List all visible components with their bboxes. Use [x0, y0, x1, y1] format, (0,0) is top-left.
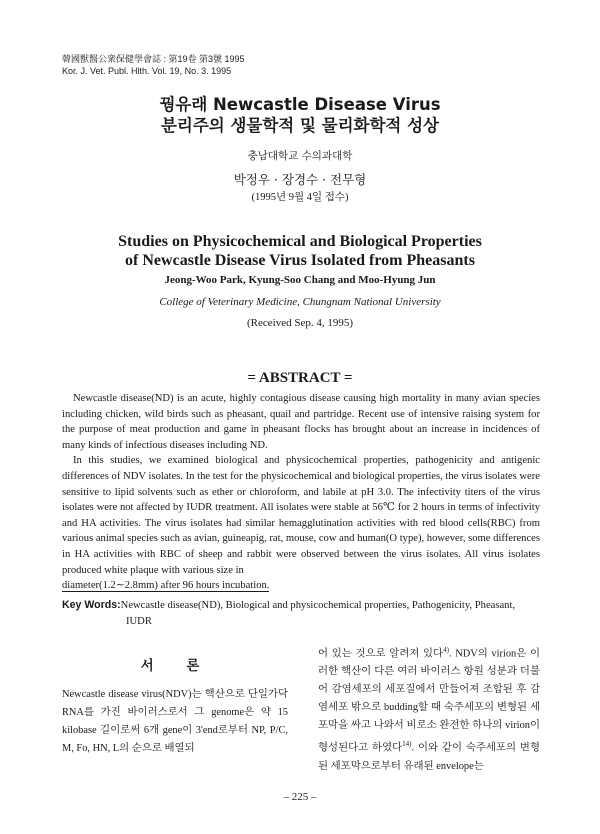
journal-line-english: Kor. J. Vet. Publ. Hlth. Vol. 19, No. 3. 1995 — [62, 66, 232, 76]
keywords-text: Newcastle disease(ND), Biological and physicochemical properties, Pathogenicity, Pheasant, IUDR — [120, 600, 516, 627]
abstract-paragraph-2-end — [62, 578, 540, 594]
intro-right-text — [318, 641, 540, 776]
abstract-paragraph-1: Newcastle disease(ND) is an acute, highly contagious disease causing high mortality in many avian species including chicken, wild birds such as pheasant, quail and partridge. Recent use of intensive raising system for the purpose of meat production and game in pheasant flocks has brought about an increase in incidences of many kinds of infectious diseases including ND. — [62, 393, 540, 451]
korean-title-line2: 분리주의 생물학적 및 물리화학적 성상 — [160, 116, 439, 135]
intro-right-text-b: . NDV의 virion은 이러한 핵산이 다른 여러 바이러스 항원 성분과 더불어 감염세포의 세포질에서 만들어져 조합된 후 감염세포 밖으로 budding할 때 숙주세포의 변형된 세포막을 싸고 나와서 비로소 완전한 하나의 virion이 형성된다고 하였다 — [318, 648, 540, 754]
abstract-last-line: diameter(1.2∼2.8mm) after 96 hours incubation. — [62, 580, 270, 592]
page-number: – 225 – — [283, 791, 317, 803]
intro-right-text-c: . 이와 같이 숙주세포의 변형된 세포막으로부터 유래된 envelope는 — [318, 742, 540, 772]
korean-authors: 박정우 · 장경수 · 전무형 — [233, 172, 367, 187]
korean-title-line1: 꿩유래 Newcastle Disease Virus — [159, 95, 441, 114]
keywords — [62, 598, 540, 629]
english-received-date: (Received Sep. 4, 1995) — [247, 317, 353, 329]
korean-received-date: (1995년 9월 4일 접수) — [251, 192, 349, 203]
keywords-label: Key Words: — [62, 599, 121, 611]
intro-heading: 서 론 — [140, 658, 214, 674]
intro-left-text: Newcastle disease virus(NDV)는 핵산으로 단일가닥 RNA를 가진 바이러스로서 그 genome은 약 15 kilobase 길이로써 6개 gene이 3'end로부터 NP, P/C, M, Fo, HN, L의 순으로 배열되 — [62, 689, 288, 754]
intro-right-column — [318, 641, 540, 776]
abstract-body — [62, 391, 540, 594]
journal-header — [62, 53, 245, 77]
journal-line-korean: 韓國獸醫公衆保健學會誌 : 第19卷 第3號 1995 — [62, 54, 245, 64]
english-title-line2: of Newcastle Disease Virus Isolated from Pheasants — [125, 252, 475, 269]
citation-ref-1: 4) — [443, 646, 449, 654]
abstract-paragraph-2: In this studies, we examined biological and physicochemical properties, pathogenicity and antigenic differences of NDV isolates. In the test for the physicochemical and biological properties, the virus isolates were sensitive to lipid solvents such as ether or chloroform, and labile at pH 3.0. The infectivity titers of the virus isolates were not affected by IUDR treatment. All isolates were stable at 56℃ for 2 hours in terms of infectivity and HA activities. The virus isolates had similar hemagglutination activities with red blood cells(RBC) from various animal species such as avian, guineapig, rat, mouse, cow and human(O type), however, some differences in HA activities with RBC of sheep and rabbit were observed between the virus isolates. All virus isolates produced white plaque with various size in — [62, 455, 541, 576]
intro-left-column — [62, 686, 288, 758]
english-title — [0, 232, 600, 270]
intro-right-text-a: 어 있는 것으로 알려져 있다 — [318, 648, 444, 660]
korean-affiliation: 충남대학교 수의과대학 — [247, 150, 353, 162]
english-affiliation: College of Veterinary Medicine, Chungnam National University — [159, 296, 441, 308]
english-authors: Jeong-Woo Park, Kyung-Soo Chang and Moo-Hyung Jun — [164, 274, 436, 286]
english-title-line1: Studies on Physicochemical and Biological Properties — [118, 233, 482, 250]
abstract-heading: = ABSTRACT = — [247, 370, 353, 386]
citation-ref-2: 14) — [402, 740, 412, 749]
korean-title — [0, 94, 600, 136]
